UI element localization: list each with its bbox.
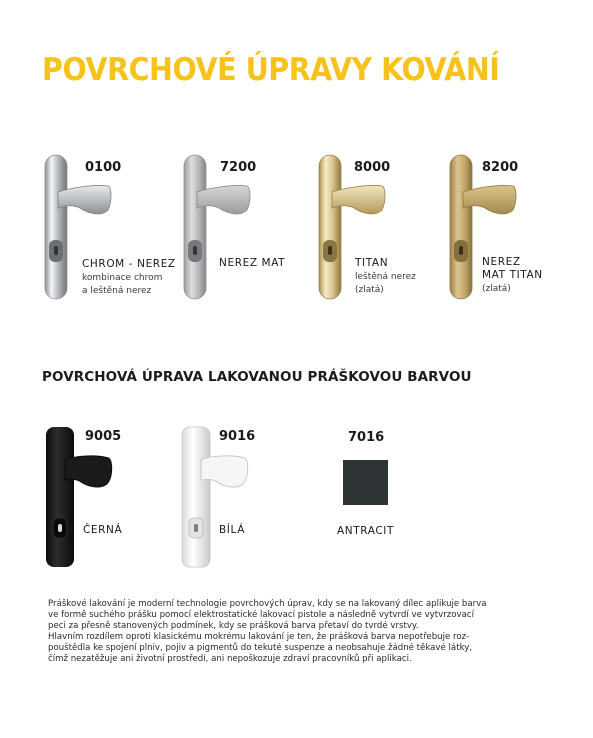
finish-code-8200: 8200 <box>482 160 519 175</box>
finish-note-8000-line2: (zlatá) <box>355 285 384 295</box>
finish-name-8200-line2: MAT TITAN <box>482 269 543 281</box>
finish-note-8000-line1: leštěná nerez <box>355 272 416 282</box>
handle-image-9005 <box>43 424 115 570</box>
page-title: POVRCHOVÉ ÚPRAVY KOVÁNÍ <box>42 52 500 88</box>
description-line: pouštědla ke spojení plniv, pojiv a pigmentů do tekuté suspenze a neobsahuje žádné těkavé látky, <box>48 643 473 653</box>
description-line: Práškové lakování je moderní technologie povrchových úprav, kdy se na lakovaný dílec aplikuje barva <box>48 599 487 609</box>
finish-note-0100-line2: a leštěná nerez <box>82 286 152 296</box>
finish-code-9005: 9005 <box>85 429 122 444</box>
finish-code-9016: 9016 <box>219 429 256 444</box>
finish-note-0100-line1: kombinace chrom <box>82 273 163 283</box>
finish-code-0100: 0100 <box>85 160 122 175</box>
finish-code-7016: 7016 <box>348 430 385 445</box>
color-swatch-7016 <box>343 460 388 505</box>
finish-name-8000: TITAN <box>355 257 389 269</box>
finish-name-7200: NEREZ MAT <box>219 257 286 269</box>
description-line: Hlavním rozdílem oproti klasickému mokrému lakování je ten, že prášková barva nepotřebuje roz- <box>48 632 470 642</box>
finish-name-0100: CHROM - NEREZ <box>82 258 176 270</box>
section-title-powder: POVRCHOVÁ ÚPRAVA LAKOVANOU PRÁŠKOVOU BARVOU <box>42 369 472 385</box>
description-line: peci za přesně stanovených podmínek, kdy se prášková barva přetaví do tvrdé vrstvy. <box>48 621 419 631</box>
handle-image-9016 <box>179 424 251 570</box>
finish-note-8200-line1: (zlatá) <box>482 284 511 294</box>
description-text <box>48 599 548 665</box>
finish-code-8000: 8000 <box>354 160 391 175</box>
finish-name-9016: BÍLÁ <box>219 524 245 536</box>
description-line: ve formě suchého prášku pomocí elektrostatické lakovací pistole a následně vytvrdí ve vytvrzovací <box>48 610 474 620</box>
description-line: čímž nezatěžuje ani životní prostředí, ani nepoškozuje zdraví pracovníků při aplikaci. <box>48 654 412 664</box>
finish-code-7200: 7200 <box>220 160 257 175</box>
finish-name-9005: ČERNÁ <box>83 524 123 536</box>
finish-name-8200: NEREZ <box>482 256 521 268</box>
finish-name-7016: ANTRACIT <box>337 525 394 537</box>
